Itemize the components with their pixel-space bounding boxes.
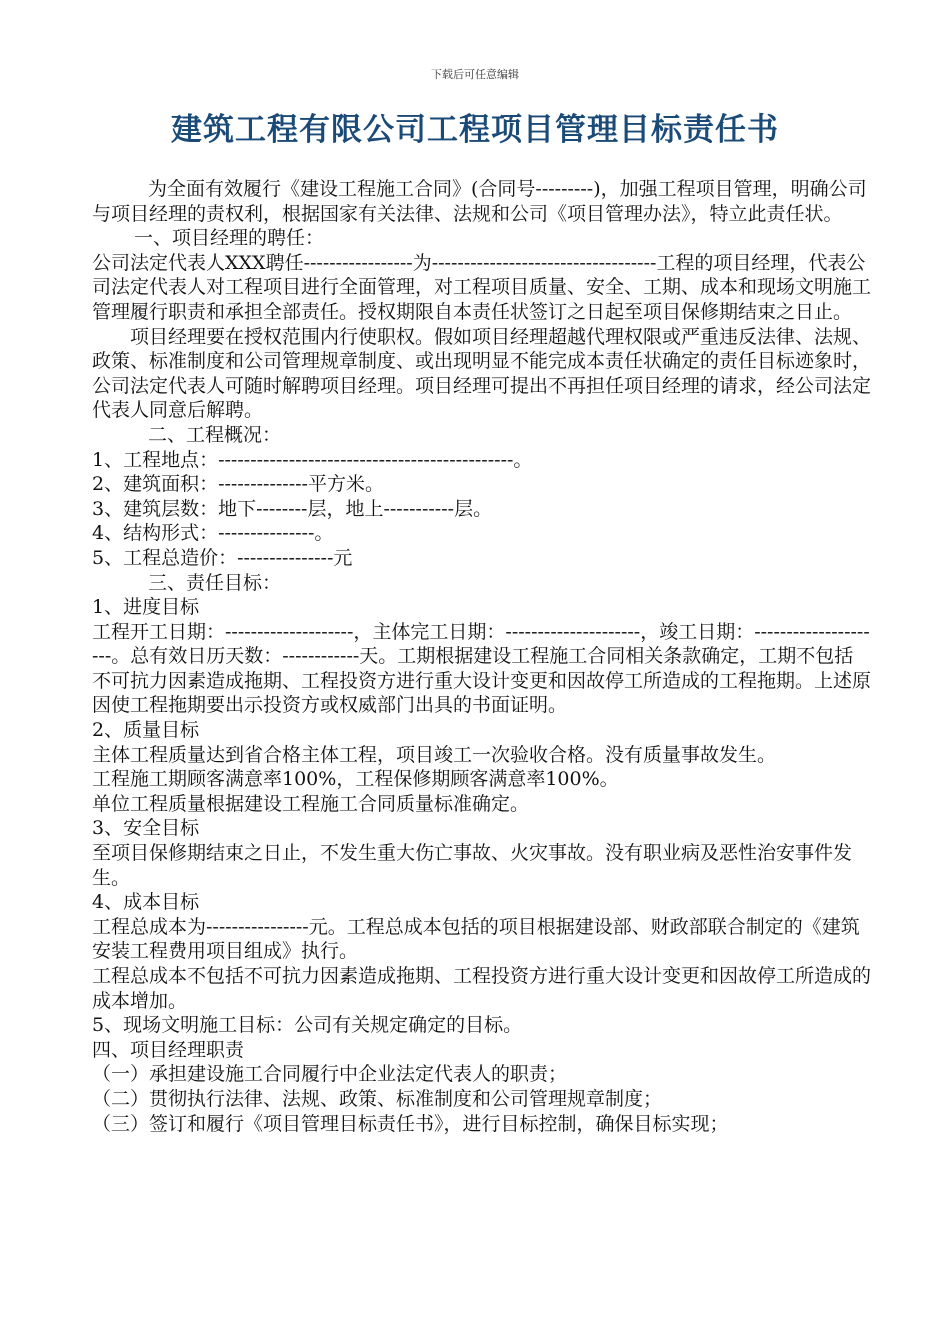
paragraph: 4、成本目标: [92, 891, 200, 914]
paragraph: 4、结构形式：---------------。: [92, 522, 334, 545]
paragraph: 主体工程质量达到省合格主体工程，项目竣工一次验收合格。没有质量事故发生。: [92, 743, 777, 766]
paragraph: 3、安全目标: [92, 817, 200, 840]
paragraph: 工程总成本不包括不可抗力因素造成拖期、工程投资方进行重大设计变更和因故停工所造成的成本增加。: [92, 965, 872, 1012]
header-note: 下载后可任意编辑: [431, 68, 519, 81]
paragraph: 1、进度目标: [92, 596, 200, 619]
paragraph: 5、工程总造价：---------------元: [92, 546, 353, 569]
paragraph: 四、项目经理职责: [92, 1038, 245, 1061]
paragraph: 工程开工日期：--------------------，主体完工日期：---------------------，竣工日期：---------------------。总有效日历天数：------------天。工期根据建设工程施工合同相关条款确定，工期不包括不可抗力因素造成拖期、工程投资方进行重大设计变更和因故停工所造成的工程拖期。上述原因使工程拖期要出示投资方或权威部门出具的书面证明。: [92, 620, 872, 717]
paragraph: 三、责任目标：: [148, 571, 282, 594]
paragraph: 至项目保修期结束之日止，不发生重大伤亡事故、火灾事故。没有职业病及恶性治安事件发生。: [92, 842, 853, 889]
paragraph: 公司法定代表人XXX聘任-----------------为-----------------------------------工程的项目经理，代表公司法定代表人对工程项目进行全面管理，对工程项目质量、安全、工期、成本和现场文明施工管理履行职责和承担全部责任。授权期限自本责任状签订之日起至项目保修期结束之日止。: [92, 251, 872, 323]
paragraph: 二、工程概况：: [148, 423, 282, 446]
paragraph: 2、质量目标: [92, 719, 200, 742]
document-title: 建筑工程有限公司工程项目管理目标责任书: [171, 112, 779, 148]
paragraph: 2、建筑面积：--------------平方米。: [92, 473, 384, 496]
document-body: [92, 177, 872, 1136]
paragraph: 工程总成本为----------------元。工程总成本包括的项目根据建设部、财政部联合制定的《建筑安装工程费用项目组成》执行。: [92, 915, 860, 963]
paragraph: 工程施工期顾客满意率100%，工程保修期顾客满意率100%。: [92, 768, 619, 791]
paragraph: 为全面有效履行《建设工程施工合同》(合同号---------)，加强工程项目管理，明确公司与项目经理的责权利，根据国家有关法律、法规和公司《项目管理办法》，特立此责任状。: [92, 178, 867, 225]
paragraph: （一）承担建设施工合同履行中企业法定代表人的职责；: [92, 1063, 568, 1086]
paragraph: （三）签订和履行《项目管理目标责任书》，进行目标控制，确保目标实现；: [92, 1112, 729, 1135]
paragraph: 5、现场文明施工目标：公司有关规定确定的目标。: [92, 1014, 523, 1037]
paragraph: 项目经理要在授权范围内行使职权。假如项目经理超越代理权限或严重违反法律、法规、政策、标准制度和公司管理规章制度、或出现明显不能完成本责任状确定的责任目标迹象时，公司法定代表人可随时解聘项目经理。项目经理可提出不再担任项目经理的请求，经公司法定代表人同意后解聘。: [92, 325, 872, 422]
paragraph: 1、工程地点：----------------------------------------------。: [92, 448, 533, 471]
paragraph: 一、项目经理的聘任：: [134, 227, 325, 250]
paragraph: 3、建筑层数：地下--------层，地上-----------层。: [92, 497, 493, 520]
paragraph: 单位工程质量根据建设工程施工合同质量标准确定。: [92, 792, 530, 815]
paragraph: （二）贯彻执行法律、法规、政策、标准制度和公司管理规章制度；: [92, 1087, 663, 1110]
